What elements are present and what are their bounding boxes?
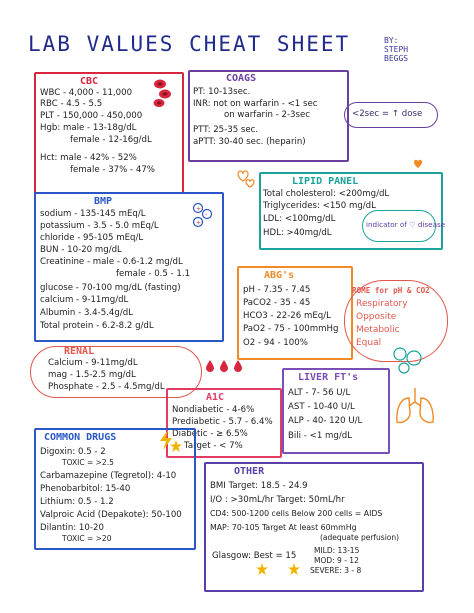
liver-line: ALT - 7- 56 U/L — [288, 388, 351, 398]
coags-line: INR: not on warfarin - <1 sec — [193, 99, 318, 109]
coags-line: PTT: 25-35 sec. — [193, 125, 259, 135]
coags-line: PT: 10-13sec. — [193, 87, 251, 97]
bmp-line: calcium - 9-11mg/dL — [40, 295, 129, 305]
cbc-line: PLT - 150,000 - 450,000 — [40, 111, 143, 121]
bubble-icon — [390, 346, 430, 376]
liver-heading: LIVER FT's — [298, 372, 359, 383]
drugs-heading: COMMON DRUGS — [44, 432, 117, 443]
bmp-heading: BMP — [94, 196, 113, 207]
lightning-icon — [158, 430, 174, 450]
renal-line: Phosphate - 2.5 - 4.5mg/dL — [48, 382, 165, 392]
rome-line: Opposite — [356, 312, 397, 322]
a1c-line: Target - < 7% — [184, 441, 243, 451]
other-line: CD4: 500-1200 cells Below 200 cells = AIDS — [210, 509, 383, 518]
other-line: BMI Target: 18.5 - 24.9 — [210, 481, 308, 491]
other-line: MAP: 70-105 Target At least 60mmHg — [210, 523, 357, 532]
liver-line: Bili - <1 mg/dL — [288, 431, 352, 441]
star-icon — [256, 563, 316, 577]
renal-heading: RENAL — [64, 346, 95, 357]
drugs-line: Phenobarbitol: 15-40 — [40, 484, 131, 494]
cbc-line: female - 12-16g/dL — [70, 135, 152, 145]
atom-icon — [190, 200, 216, 230]
lipid-heading: LIPID PANEL — [292, 176, 359, 187]
lipid-line: LDL: <100mg/dL — [263, 214, 336, 224]
cbc-line: WBC - 4,000 - 11,000 — [40, 88, 133, 98]
cbc-line: Hct: male - 42% - 52% — [40, 153, 137, 163]
rome-heading: ROME for pH & CO2 — [352, 286, 430, 295]
bmp-line: glucose - 70-100 mg/dL (fasting) — [40, 283, 181, 293]
abgs-heading: ABG's — [264, 270, 295, 281]
bmp-line: Creatinine - male - 0.6-1.2 mg/dL — [40, 257, 183, 267]
lipid-line: Total cholesterol: <200mg/dL — [263, 189, 390, 199]
drugs-line: Lithium: 0.5 - 1.2 — [40, 497, 114, 507]
bmp-line: BUN - 10-20 mg/dL — [40, 245, 122, 255]
bmp-line: Albumin - 3.4-5.4g/dL — [40, 308, 133, 318]
other-line: MILD: 13-15 — [314, 546, 360, 555]
other-line: Glasgow: Best = 15 — [212, 551, 297, 561]
bmp-line: potassium - 3.5 - 5.0 mEq/L — [40, 221, 159, 231]
lungs-icon — [392, 384, 438, 428]
rome-line: Metabolic — [356, 325, 400, 335]
drugs-line: TOXIC = >2.5 — [62, 458, 114, 467]
abgs-line: PaO2 - 75 - 100mmHg — [243, 324, 339, 334]
a1c-line: Diabetic - ≥ 6.5% — [172, 429, 248, 439]
blood-cell-icon — [150, 78, 174, 108]
svg-text:+: + — [196, 219, 202, 227]
lipid-line: HDL: >40mg/dL — [263, 228, 332, 238]
abgs-line: HCO3 - 22-26 mEq/L — [243, 311, 331, 321]
coags-heading: COAGS — [226, 73, 257, 84]
other-line: (adequate perfusion) — [320, 533, 400, 542]
author-credit: BY: STEPH BEGGS — [384, 36, 409, 63]
coags-line: aPTT: 30-40 sec. (heparin) — [193, 137, 306, 147]
cbc-heading: CBC — [80, 76, 99, 87]
svg-text:-: - — [205, 211, 208, 219]
other-heading: OTHER — [234, 466, 265, 477]
bmp-line: sodium - 135-145 mEq/L — [40, 209, 146, 219]
renal-line: Calcium - 9-11mg/dL — [48, 358, 138, 368]
abgs-line: pH - 7.35 - 7.45 — [243, 285, 311, 295]
other-line: MOD: 9 - 12 — [314, 556, 359, 565]
bmp-line: chloride - 95-105 mEq/L — [40, 233, 144, 243]
rome-line: Equal — [356, 338, 382, 348]
drugs-line: Dilantin: 10-20 — [40, 523, 104, 533]
other-line: SEVERE: 3 - 8 — [310, 566, 362, 575]
cbc-line: female - 37% - 47% — [70, 165, 155, 175]
lipid-line: Triglycerides: <150 mg/dL — [263, 201, 376, 211]
abgs-line: O2 - 94 - 100% — [243, 338, 308, 348]
drugs-line: Carbamazepine (Tegretol): 4-10 — [40, 471, 177, 481]
drop-icon — [204, 358, 248, 374]
drugs-line: Digoxin: 0.5 - 2 — [40, 447, 106, 457]
heart-icon — [232, 166, 258, 188]
coags-line: on warfarin - 2-3sec — [224, 110, 311, 120]
heart-icon — [412, 158, 426, 170]
liver-line: ALP - 40- 120 U/L — [288, 416, 363, 426]
rome-line: Respiratory — [356, 299, 408, 309]
cbc-line: RBC - 4.5 - 5.5 — [40, 99, 103, 109]
liver-line: AST - 10-40 U/L — [288, 402, 355, 412]
a1c-line: Prediabetic - 5.7 - 6.4% — [172, 417, 273, 427]
svg-text:+: + — [196, 205, 202, 213]
renal-line: mag - 1.5-2.5 mg/dL — [48, 370, 136, 380]
a1c-line: Nondiabetic - 4-6% — [172, 405, 255, 415]
abgs-line: PaCO2 - 35 - 45 — [243, 298, 311, 308]
page-title: LAB VALUES CHEAT SHEET — [28, 32, 351, 56]
bmp-line: Total protein - 6.2-8.2 g/dL — [40, 321, 154, 331]
lipid-note: indicator of ♡ disease — [366, 220, 446, 229]
drugs-line: TOXIC = >20 — [62, 534, 112, 543]
coags-note: <2sec = ↑ dose — [352, 109, 423, 119]
cbc-line: Hgb: male - 13-18g/dL — [40, 123, 137, 133]
other-line: I/O : >30mL/hr Target: 50mL/hr — [210, 495, 345, 505]
a1c-heading: A1C — [206, 392, 225, 403]
bmp-line: female - 0.5 - 1.1 — [116, 269, 191, 279]
drugs-line: Valproic Acid (Depakote): 50-100 — [40, 510, 182, 520]
